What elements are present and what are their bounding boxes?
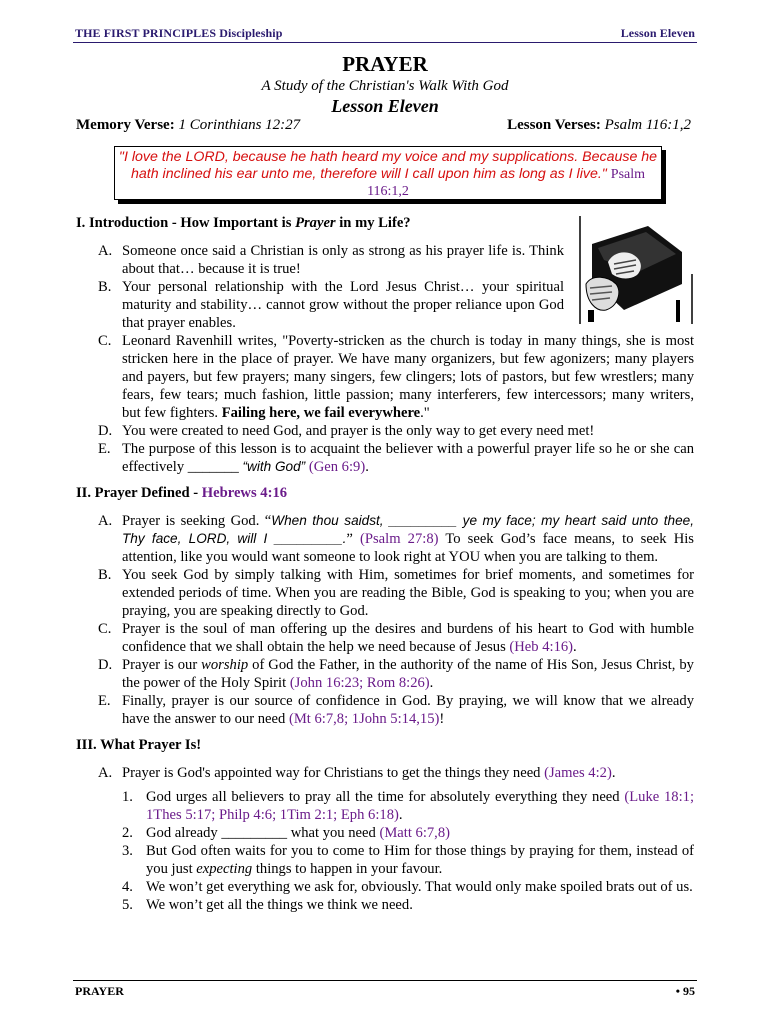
section-heading: III. What Prayer Is! [76, 737, 202, 753]
item-text: ." [420, 405, 430, 421]
list-item [76, 764, 694, 782]
item-text: of God the Father, in the authority of the name of His Son, Jesus Christ, by the power of the Holy Spirit [122, 657, 694, 691]
scripture-ref: (Matt 6:7,8) [379, 825, 450, 841]
item-text: ! [439, 711, 445, 727]
item-label: 2. [122, 825, 133, 841]
item-text: Someone once said a Christian is only as strong as his prayer life is. Think about that… because it is true! [122, 243, 564, 277]
item-text: But God often waits for you to come to Him for those things by praying for them, instead of you just [146, 843, 694, 877]
item-emphasis: When thou saidst, _________ ye my face; my heart said unto thee, Thy face, LORD, will I _________. [122, 513, 694, 546]
page-number-value: 95 [683, 984, 695, 998]
numbered-item [76, 824, 694, 842]
page-number [676, 984, 695, 999]
item-text: . [611, 765, 616, 781]
item-label: 4. [122, 879, 133, 895]
item-text: . [365, 459, 369, 475]
item-text: Prayer is the soul of man offering up the desires and burdens of his heart to God with humble confidence that we shall obtain the help we need because of Jesus [122, 621, 694, 655]
scripture-ref: (Psalm 27:8) [360, 531, 439, 547]
item-text: . [573, 639, 577, 655]
scripture-ref: Hebrews 4:16 [201, 485, 288, 501]
scripture-ref: (Gen 6:9) [308, 459, 366, 475]
section-introduction [76, 214, 694, 476]
item-text: Your personal relationship with the Lord Jesus Christ… your spiritual maturity and stability… cannot grow without the proper reliance upon God that prayer enables. [122, 279, 564, 331]
footer-title: PRAYER [75, 984, 124, 998]
scripture-quote-box [114, 146, 662, 200]
item-emphasis: “with God” [242, 459, 306, 474]
numbered-item [76, 842, 694, 878]
scripture-ref: (Heb 4:16) [509, 639, 574, 655]
section-heading-emphasis: Prayer [295, 215, 336, 231]
header-divider [73, 42, 697, 43]
memory-verse-ref: 1 Corinthians 12:27 [178, 117, 301, 133]
item-label: D. [98, 423, 113, 439]
item-text: Leonard Ravenhill writes, "Poverty-stricken as the church is today in many things, she is most stricken here in the place of prayer. We have many organizers, but few agonizers; many players and payers, but few prayers; many singers, few clingers; lots of pastors, but few wrestlers; many fears, few tears; much fashion, little passion; many interferers, few intercessors; many writers, but few fighters. [122, 333, 694, 421]
item-emphasis: expecting [196, 861, 253, 877]
item-label: C. [98, 333, 112, 349]
item-text: You were created to need God, and prayer is the only way to get every need met! [122, 423, 595, 439]
item-text: God already _________ what you need [146, 825, 380, 841]
list-item [76, 620, 694, 656]
item-label: B. [98, 567, 112, 583]
item-label: E. [98, 441, 111, 457]
numbered-item [76, 896, 694, 914]
list-item [76, 422, 694, 440]
item-label: A. [98, 765, 113, 781]
quote-ref: Psalm 116:1,2 [367, 167, 646, 199]
list-item [76, 656, 694, 692]
list-item [76, 332, 694, 422]
lesson-title: Lesson Eleven [331, 96, 439, 116]
header-series-title: THE FIRST PRINCIPLES Discipleship [75, 26, 283, 40]
quote-text: "I love the LORD, because he hath heard my voice and my supplications. Because he hath inclined his ear unto me, therefore will I call upon him as long as I live." [118, 149, 658, 182]
item-text: . [398, 807, 403, 823]
list-item [76, 242, 564, 278]
page-title: PRAYER [342, 52, 428, 76]
section-heading [76, 214, 694, 232]
item-label: A. [98, 513, 113, 529]
item-text: Finally, prayer is our source of confidence in God. By praying, we will know that we already have the answer to our need [122, 693, 694, 727]
section-prayer-defined [76, 484, 694, 728]
memory-verse [76, 117, 300, 134]
bullet-icon: • [675, 984, 680, 998]
scripture-ref: (Mt 6:7,8; 1John 5:14,15) [288, 711, 440, 727]
item-label: B. [98, 279, 112, 295]
section-heading-text: in my Life? [335, 215, 411, 231]
item-text: God urges all believers to pray all the time for absolutely everything they need [146, 789, 625, 805]
item-label: E. [98, 693, 111, 709]
list-item [76, 692, 694, 728]
item-label: 5. [122, 897, 133, 913]
item-text: Prayer is seeking God. “ [122, 513, 272, 529]
page-header [75, 26, 695, 42]
item-text: ” [346, 531, 361, 547]
list-item [76, 440, 694, 476]
section-heading-text: II. Prayer Defined - [76, 485, 202, 501]
item-label: 3. [122, 843, 133, 859]
item-text: . [429, 675, 434, 691]
section-heading [76, 484, 694, 502]
lesson-body [76, 214, 694, 922]
item-emphasis: Failing here, we fail everywhere [221, 405, 421, 421]
section-heading-text: I. Introduction - How Important is [76, 215, 296, 231]
footer-divider [73, 980, 697, 981]
list-item [76, 512, 694, 566]
item-text: We won’t get all the things we think we need. [146, 897, 413, 913]
item-label: C. [98, 621, 112, 637]
list-item [76, 566, 694, 620]
scripture-ref: (Luke 18:1; 1Thes 5:17; Philp 4:6; 1Tim 2:1; Eph 6:18) [146, 789, 694, 823]
item-label: A. [98, 243, 113, 259]
item-text: To seek God’s face means, to seek His attention, like you would want someone to look right at YOU when you are talking to them. [122, 531, 694, 565]
item-label: D. [98, 657, 113, 673]
scripture-ref: (John 16:23; Rom 8:26) [289, 675, 430, 691]
item-text: things to happen in your favour. [252, 861, 443, 877]
item-text: You seek God by simply talking with Him, sometimes for brief moments, and sometimes for extended periods of time. When you are reading the Bible, God is speaking to you; when you are praying, you are speaking directly to God. [122, 567, 694, 619]
lesson-verses-ref: Psalm 116:1,2 [604, 117, 691, 133]
header-lesson: Lesson Eleven [620, 26, 695, 40]
memory-verse-label: Memory Verse: [76, 117, 175, 133]
item-text: We won’t get everything we ask for, obviously. That would only make spoiled brats out of us. [146, 879, 693, 895]
item-label: 1. [122, 789, 133, 805]
lesson-verses [507, 117, 691, 134]
list-item [76, 278, 564, 332]
lesson-verses-label: Lesson Verses: [507, 117, 601, 133]
item-text: The purpose of this lesson is to acquaint the believer with a powerful prayer life so he or she can effectively _______ [122, 441, 694, 475]
numbered-item [76, 788, 694, 824]
scripture-ref: (James 4:2) [544, 765, 612, 781]
item-emphasis: worship [201, 657, 249, 673]
page-subtitle: A Study of the Christian's Walk With God [261, 78, 509, 94]
numbered-item [76, 878, 694, 896]
item-text: Prayer is God's appointed way for Christians to get the things they need [122, 765, 545, 781]
section-what-prayer-is [76, 736, 694, 914]
item-text: Prayer is our [122, 657, 202, 673]
